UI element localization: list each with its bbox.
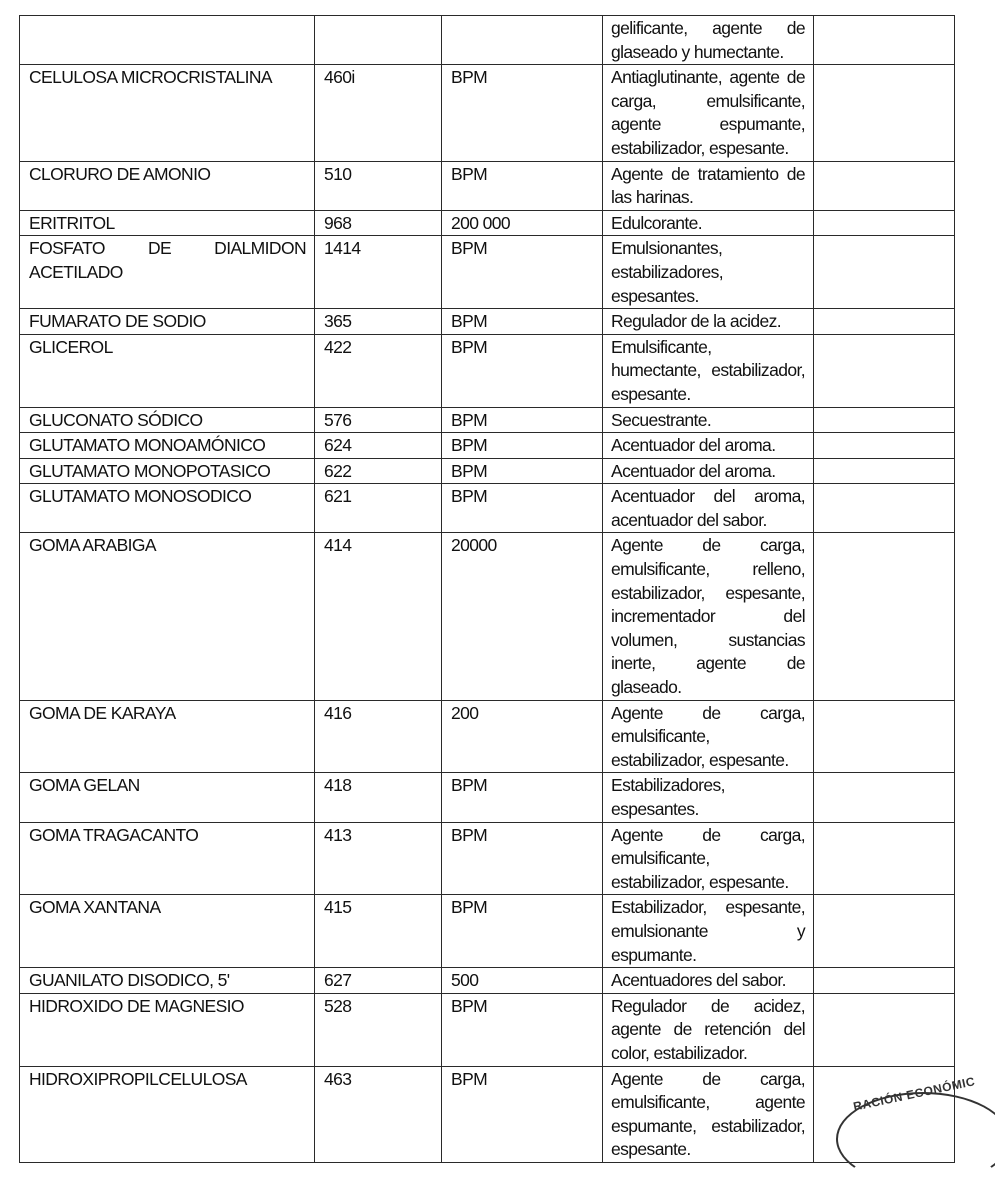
max-level-cell: BPM bbox=[442, 407, 603, 433]
additive-name-cell: GOMA GELAN bbox=[20, 773, 315, 822]
table-row bbox=[20, 700, 955, 773]
technological-function-cell: gelificante, agente de glaseado y humectante. bbox=[603, 16, 814, 65]
observations-cell bbox=[814, 334, 955, 407]
technological-function-cell: Regulador de la acidez. bbox=[603, 309, 814, 335]
table-row bbox=[20, 1066, 955, 1162]
ins-number-cell: 968 bbox=[315, 210, 442, 236]
additive-name-cell: GLUTAMATO MONOSODICO bbox=[20, 484, 315, 533]
additive-name-cell: GOMA ARABIGA bbox=[20, 533, 315, 700]
observations-cell bbox=[814, 161, 955, 210]
observations-cell bbox=[814, 16, 955, 65]
technological-function-cell: Agente de carga, emulsificante, relleno, estabilizador, espesante, incrementador del volumen, sustancias inerte, agente de glaseado. bbox=[603, 533, 814, 700]
table-row bbox=[20, 895, 955, 968]
technological-function-cell: Emulsionantes, estabilizadores, espesantes. bbox=[603, 236, 814, 309]
table-body bbox=[20, 16, 955, 1163]
max-level-cell: BPM bbox=[442, 993, 603, 1066]
ins-number-cell: 413 bbox=[315, 822, 442, 895]
ins-number-cell: 576 bbox=[315, 407, 442, 433]
observations-cell bbox=[814, 773, 955, 822]
table-row bbox=[20, 309, 955, 335]
technological-function-cell: Emulsificante, humectante, estabilizador, espesante. bbox=[603, 334, 814, 407]
ins-number-cell: 365 bbox=[315, 309, 442, 335]
table-row bbox=[20, 968, 955, 994]
ins-number-cell: 621 bbox=[315, 484, 442, 533]
table-row bbox=[20, 161, 955, 210]
max-level-cell: BPM bbox=[442, 773, 603, 822]
max-level-cell: BPM bbox=[442, 822, 603, 895]
technological-function-cell: Secuestrante. bbox=[603, 407, 814, 433]
ins-number-cell: 414 bbox=[315, 533, 442, 700]
technological-function-cell: Acentuador del aroma. bbox=[603, 433, 814, 459]
table-row bbox=[20, 407, 955, 433]
ins-number-cell: 416 bbox=[315, 700, 442, 773]
ins-number-cell: 418 bbox=[315, 773, 442, 822]
additive-name-cell: CELULOSA MICROCRISTALINA bbox=[20, 65, 315, 161]
max-level-cell: BPM bbox=[442, 161, 603, 210]
observations-cell bbox=[814, 458, 955, 484]
max-level-cell: BPM bbox=[442, 433, 603, 459]
additive-name-cell: GLICEROL bbox=[20, 334, 315, 407]
additive-name-cell: CLORURO DE AMONIO bbox=[20, 161, 315, 210]
technological-function-cell: Agente de carga, emulsificante, estabilizador, espesante. bbox=[603, 822, 814, 895]
additives-table bbox=[19, 15, 955, 1163]
observations-cell bbox=[814, 822, 955, 895]
additive-name-cell: GOMA TRAGACANTO bbox=[20, 822, 315, 895]
max-level-cell: 200 bbox=[442, 700, 603, 773]
ins-number-cell: 415 bbox=[315, 895, 442, 968]
table-row bbox=[20, 210, 955, 236]
table-row bbox=[20, 65, 955, 161]
max-level-cell: BPM bbox=[442, 334, 603, 407]
max-level-cell: BPM bbox=[442, 895, 603, 968]
max-level-cell: 20000 bbox=[442, 533, 603, 700]
technological-function-cell: Agente de carga, emulsificante, agente espumante, estabilizador, espesante. bbox=[603, 1066, 814, 1162]
max-level-cell: BPM bbox=[442, 484, 603, 533]
observations-cell bbox=[814, 309, 955, 335]
table-row bbox=[20, 533, 955, 700]
ins-number-cell bbox=[315, 16, 442, 65]
max-level-cell: BPM bbox=[442, 458, 603, 484]
additive-name-cell: GOMA XANTANA bbox=[20, 895, 315, 968]
ins-number-cell: 463 bbox=[315, 1066, 442, 1162]
ins-number-cell: 624 bbox=[315, 433, 442, 459]
additive-name-cell: GLUTAMATO MONOPOTASICO bbox=[20, 458, 315, 484]
max-level-cell: BPM bbox=[442, 309, 603, 335]
technological-function-cell: Antiaglutinante, agente de carga, emulsificante, agente espumante, estabilizador, espesante. bbox=[603, 65, 814, 161]
additive-name-cell: GOMA DE KARAYA bbox=[20, 700, 315, 773]
ins-number-cell: 627 bbox=[315, 968, 442, 994]
technological-function-cell: Estabilizador, espesante, emulsionante y espumante. bbox=[603, 895, 814, 968]
observations-cell bbox=[814, 993, 955, 1066]
additive-name-cell: GUANILATO DISODICO, 5' bbox=[20, 968, 315, 994]
table-row bbox=[20, 236, 955, 309]
observations-cell bbox=[814, 484, 955, 533]
technological-function-cell: Acentuador del aroma. bbox=[603, 458, 814, 484]
ins-number-cell: 528 bbox=[315, 993, 442, 1066]
additive-name-cell: ERITRITOL bbox=[20, 210, 315, 236]
stamp-text: RACIÓN ECONÓMIC bbox=[852, 1074, 977, 1114]
observations-cell bbox=[814, 433, 955, 459]
table-row bbox=[20, 993, 955, 1066]
additive-name-cell: FUMARATO DE SODIO bbox=[20, 309, 315, 335]
max-level-cell: BPM bbox=[442, 1066, 603, 1162]
ins-number-cell: 460i bbox=[315, 65, 442, 161]
technological-function-cell: Agente de carga, emulsificante, estabilizador, espesante. bbox=[603, 700, 814, 773]
max-level-cell: BPM bbox=[442, 65, 603, 161]
ins-number-cell: 422 bbox=[315, 334, 442, 407]
observations-cell bbox=[814, 895, 955, 968]
technological-function-cell: Regulador de acidez, agente de retención del color, estabilizador. bbox=[603, 993, 814, 1066]
observations-cell bbox=[814, 407, 955, 433]
max-level-cell: 200 000 bbox=[442, 210, 603, 236]
table-row bbox=[20, 484, 955, 533]
technological-function-cell: Edulcorante. bbox=[603, 210, 814, 236]
observations-cell bbox=[814, 210, 955, 236]
table-row bbox=[20, 16, 955, 65]
technological-function-cell: Agente de tratamiento de las harinas. bbox=[603, 161, 814, 210]
technological-function-cell: Acentuador del aroma, acentuador del sabor. bbox=[603, 484, 814, 533]
additive-name-cell: HIDROXIPROPILCELULOSA bbox=[20, 1066, 315, 1162]
observations-cell bbox=[814, 968, 955, 994]
table-row bbox=[20, 334, 955, 407]
max-level-cell: 500 bbox=[442, 968, 603, 994]
observations-cell bbox=[814, 700, 955, 773]
additive-name-cell bbox=[20, 16, 315, 65]
additive-name-cell: FOSFATO DE DIALMIDON ACETILADO bbox=[20, 236, 315, 309]
observations-cell bbox=[814, 533, 955, 700]
ins-number-cell: 510 bbox=[315, 161, 442, 210]
max-level-cell bbox=[442, 16, 603, 65]
observations-cell bbox=[814, 236, 955, 309]
ins-number-cell: 1414 bbox=[315, 236, 442, 309]
table-row bbox=[20, 773, 955, 822]
observations-cell bbox=[814, 65, 955, 161]
additive-name-cell: GLUTAMATO MONOAMÓNICO bbox=[20, 433, 315, 459]
additive-name-cell: GLUCONATO SÓDICO bbox=[20, 407, 315, 433]
table-row bbox=[20, 458, 955, 484]
max-level-cell: BPM bbox=[442, 236, 603, 309]
ins-number-cell: 622 bbox=[315, 458, 442, 484]
table-row bbox=[20, 433, 955, 459]
technological-function-cell: Estabilizadores, espesantes. bbox=[603, 773, 814, 822]
technological-function-cell: Acentuadores del sabor. bbox=[603, 968, 814, 994]
additive-name-cell: HIDROXIDO DE MAGNESIO bbox=[20, 993, 315, 1066]
table-row bbox=[20, 822, 955, 895]
